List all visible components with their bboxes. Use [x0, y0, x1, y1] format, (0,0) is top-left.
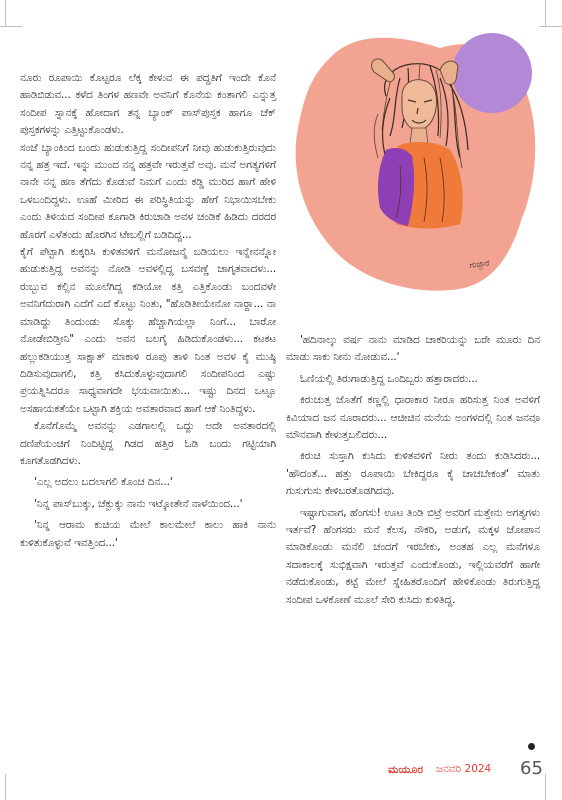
- dialogue-line: 'ನಿನ್ನ ಪಾಸ್‌ಬುಕ್ಕು, ಚೆಕ್ಬುಕ್ಕು ನಾನು ಇಟ್ಕೋತೇನೆ ನಾಳೆಯಿಂದ...': [34, 497, 243, 510]
- dialogue-line: 'ಎಲ್ಲ ಅದಲು ಬದಲಾಗಲಿ ಕೊಂಚ ದಿನ...': [34, 476, 173, 489]
- issue-date: ಜನವರಿ 2024: [436, 763, 492, 775]
- paragraph: ಓಣಿಯಲ್ಲಿ ತಿರುಗಾಡುತ್ತಿದ್ದ ಒಂದಿಬ್ಬರು ಹತ್ತಾರಾದರು...: [300, 372, 478, 385]
- end-of-story-bullet: [528, 743, 535, 750]
- dialogue-line: 'ನಿನ್ನ ಆರಾಮ ಕುಚಿಯ ಮೇಲೆ ಕಾಲಮೇಲೆ ಕಾಲು ಹಾಕಿ ನಾನು ಕುಳಿತುಕೊಳ್ಳುವೆ ಇವತ್ತಿಂದ...': [20, 519, 276, 549]
- paragraph: ಸಂಜೆ ಬ್ಯಾಂಕಿಂದ ಬಂದು ಹುಡುಕುತ್ತಿದ್ದ ಸಂದೀಪನಿಗೆ ನೀವು ಹುಡುಕುತ್ತಿರುವುದು ನನ್ನ ಹತ್ರ ಇದೆ. ಇನ್ನು ಮುಂದ ನನ್ನ ಹತ್ರವೇ ಇರುತ್ತವೆ ಅವು. ಮನೆ ಅಗತ್ಯಗಳಿಗೆ ನಾನೇ ನನ್ನ ಹಣ ತೆಗೆದು ಕೊಡುವೆ ನಿಮಗೆ ಎಂದು ಕಡ್ಡಿ ಮುರಿದ ಹಾಗೆ ಹೇಳಿ ಒಳಬಂದಿದ್ದಳು. ಊಹೆ ಮೀರಿದ ಈ ಪರಿಸ್ಥಿತಿಯನ್ನು ಹೇಗೆ ನಿಭಾಯಿಸಬೇಕು ಎಂದು ತಿಳಿಯದ ಸಂದೀಪ ಕೂಗಾಡಿ ಕಿರುಚಾಡಿ ಅವಳ ಚಂಡಿಕೆ ಹಿಡಿದು ದರದರ ಹೊರಗೆ ಎಳೆತಂದು ಹೊರಗಿನ ಟೇಬಲ್ಲಿಗೆ ಬಡಿದಿದ್ದ...: [20, 141, 276, 241]
- crop-mark: [545, 0, 546, 26]
- neck: [410, 128, 428, 144]
- story-illustration: [290, 18, 542, 298]
- paragraph: ಕೊನೆಗೊಮ್ಮೆ ಅವನನ್ನು ಎಡಗಾಲಲ್ಲಿ ಒದ್ದು ಅದೇ ಅವತಾರದಲ್ಲಿ ದಣಿಪೆಯಂಚಿಗೆ ನಿಂದಿಟ್ಟಿದ್ದ ಗಿಡದ ಹತ್ತಿರ ಓಡಿ ಬಂದು ಗಟ್ಟಿಯಾಗಿ ಕೂಗತೊಡಗಿದಳು.: [20, 420, 276, 467]
- accent-circle: [452, 33, 532, 113]
- crop-mark: [5, 0, 6, 26]
- artist-signature: ಗುಜ್ಜಾರ: [469, 258, 490, 270]
- paragraph: ಇಷ್ಟಾಗುವಾಗ, ಹೆಂಗಸು! ಊಟ ತಿಂಡಿ ಬಿಟ್ರೆ ಅವರಿಗೆ ಮತ್ತೇನು ಅಗತ್ಯಗಳು ಇರ್ತವೆ? ಹೆಂಗಸರು ಮನೆ ಕೆಲಸ, ನೌಕರಿ, ಅಡುಗೆ, ಮಕ್ಕಳ ಜೋಪಾನ ಮಾಡಿಕೊಂಡು ಮನೆಲಿ ಚಂದಗೆ ಇರಬೇಕು, ಅಂತಹ ಎಲ್ಲ ಮನೆಗಳೂ ಸದಾಕಾಲಕ್ಕೆ ಸುಭಿಕ್ಷವಾಗಿ ಇರುತ್ತವೆ ಎಂದುಕೊಂಡು, ಇಲ್ಲಿಯವರೆಗೆ ಹಾಗೇ ನಡೆದುಕೊಂಡು, ಕಟ್ಟೆ ಮೇಲೆ ಸ್ನೇಹಿತರೊಂದಿಗೆ ಹೇಳಿಕೊಂಡು ತಿರುಗುತ್ತಿದ್ದ ಸಂದೀಪ ಒಳಕೋಣೆ ಮೂಲೆ ಸೇರಿ ಕುಸಿದು ಕುಳಿತಿದ್ದ.: [286, 506, 540, 606]
- magazine-logo: ಮಯೂರ: [388, 763, 424, 776]
- paragraph: ಕೈಗೆ ಪೆಟ್ಟಾಗಿ ಕುಕ್ಕರಿಸಿ ಕುಳಿತವಳಿಗೆ ಮನೋಜನ್ಮೆ ಬಡಿಯಲು ಇನ್ನೇನನ್ನೋ ಹುಡುಕುತ್ತಿದ್ದ ಅವನನ್ನು ನೋಡಿ ಅವಳಲ್ಲಿದ್ದ ಬಸವಣ್ಣೆ ಜಾಗೃತವಾದಳು... ರುಬ್ಬುವ ಕಲ್ಲಿನ ಮೂಲೆಗಿದ್ದ ಕಡಿಯೋ ಕತ್ತಿ ಎತ್ತಿಕೊಂಡು ಬಂದವಳೇ ಅವನಿಗೆದುರಾಗಿ ಎದೆಗೆ ಎದೆ ಕೊಟ್ಟು ನಿಂತು, "ಹೊಡಿತೀಯೇನೋ ನಾರ್‍ದಾ... ನಾ ಮಾಡಿದ್ದು ತಿಂದುಂಡು ಸೊಕ್ಕು ಹೆಚ್ಚಾಗಿಯಲ್ಲಾ ನಿಂಗೆ... ಬಾರೋ ನೋಡೇಬಿಡ್ತೀನಿ" ಎಂದು ಅವನ ಬಲಗೈ ಹಿಡಿದುಕೊಂಡಳು... ಕಟಕಟ ಹಲ್ಲುಕಡಿಯುತ್ತ ಸಾಕ್ಷಾತ್ ಮಾಕಾಳಿ ರೂಪು ತಾಳಿ ನಿಂತ ಅವಳ ಕೈ ಮುಷ್ಠಿ ದಿಡಿಸುವುದಾಗಲಿ, ಕತ್ತಿ ಕಸಿದುಕೊಳ್ಳುವುದಾಗಲಿ ಸಂದೀಪನಿಂದ ಎಷ್ಟು ಪ್ರಯತ್ನಿಸಿದರೂ ಸಾಧ್ಯವಾಗದೇ ಭಯವಾಯಿತು... ಇಷ್ಟು ದಿನದ ಒಟ್ಟೂ ಅಸಹಾಯಕತೆಯೇ ಒಟ್ಟಾಗಿ ಶಕ್ತಿಯ ಅವತಾರವಾದ ಹಾಗೆ ಆಕೆ ನಿಂತಿದ್ದಳು.: [20, 246, 276, 415]
- page-footer: [388, 760, 553, 788]
- crop-mark: [540, 26, 562, 27]
- page-number: 65: [520, 758, 543, 779]
- paragraph: ಕಿರುಚುತ್ತ ಜೊತೆಗೆ ಕಣ್ಣಲ್ಲಿ ಧಾರಾಕಾರ ನೀರೂ ಹರಿಸುತ್ತ ನಿಂತ ಅವಳಿಗೆ ಕಿವಿಯಾದ ಜನ ನೂರಾದರು... ಆಚೀಚಿನ ಮನೆಯ ಅಂಗಳದಲ್ಲಿ ನಿಂತ ಜನವೂ ಮೌನವಾಗಿ ಕೇಳುತ್ತಬಲಿದರು...: [286, 394, 540, 442]
- right-column: [286, 332, 540, 609]
- crop-mark: [0, 26, 22, 27]
- left-column: [20, 70, 276, 552]
- paragraph: ನೂರು ರೂಪಾಯಿ ಕೊಟ್ಟರೂ ಲೆಕ್ಕ ಕೇಳುವ ಈ ಪದ್ಧತಿಗೆ ಇಂದೇ ಕೊನೆ ಹಾಡಿಬಿಡುವ... ಕಳೆದ ತಿಂಗಳ ಹಣವೇ ಅವನಿಗೆ ಕೊನೆಯ ಕಂತಾಗಲಿ ಎನ್ನುತ್ತ ಸಂದೀಪ ಸ್ನಾನಕ್ಕೆ ಹೋದಾಗ ತನ್ನ ಬ್ಯಾಂಕ್ ಪಾಸ್‌ಪುಸ್ತಕ ಹಾಗೂ ಚೆಕ್ ಪುಸ್ತಕಗಳನ್ನು ಎತ್ತಿಟ್ಟುಕೊಂಡಳು.: [20, 72, 276, 137]
- paragraph: 'ಹದಿನಾಲ್ಕು ವರ್ಷ ನಾನು ಮಾಡಿದ ಚಾಕರಿಯನ್ನು ಬರೇ ಮೂರು ದಿನ ಮಾಡು ಸಾಕು ನೀನು ನೋಡುವ...': [286, 334, 540, 364]
- paragraph: ಕಿರುಚಿ ಸುಸ್ತಾಗಿ ಕುಸಿದು ಕುಳಿತವಳಿಗೆ ನೀರು ತಂದು ಕುಡಿಸಿದರು... 'ಹೌದಂತೆ... ಹತ್ತು ರೂಪಾಯಿ ಬೇಕಿದ್ದರೂ ಕೈ ಚಾಚಬೇಕಂತೆ' ಮಾತು ಗುಸುಗುಸು ಕೇಳಿಬರತೊಡಗಿದವು.: [286, 450, 540, 498]
- crop-mark: [5, 774, 6, 800]
